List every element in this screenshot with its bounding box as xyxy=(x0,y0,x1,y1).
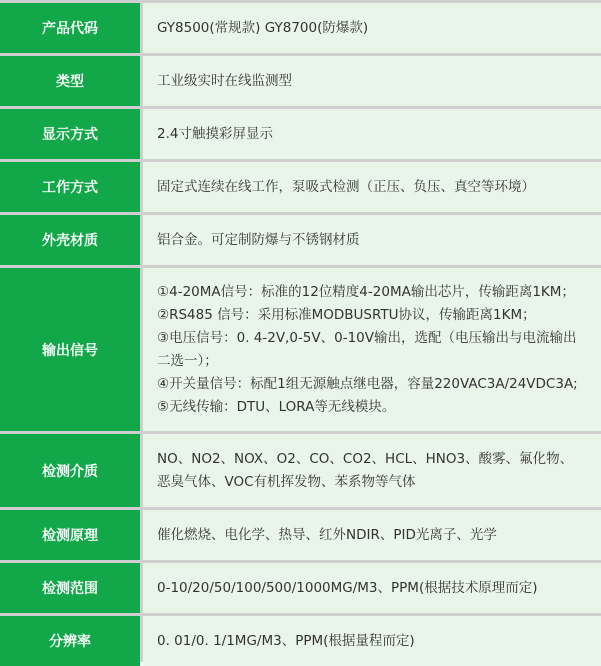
spec-row-type xyxy=(0,56,601,106)
spec-label: 显示方式 xyxy=(0,109,140,159)
spec-label: 产品代码 xyxy=(0,3,140,53)
spec-value xyxy=(143,268,601,431)
spec-label: 检测原理 xyxy=(0,510,140,560)
spec-row-display xyxy=(0,109,601,159)
spec-value-line: 恶臭气体、VOC有机挥发物、苯系物等气体 xyxy=(157,473,416,490)
spec-value-line: 固定式连续在线工作，泵吸式检测（正压、负压、真空等环境） xyxy=(157,178,535,195)
spec-label: 外壳材质 xyxy=(0,215,140,265)
spec-value xyxy=(143,510,601,560)
spec-row-detection-principle xyxy=(0,510,601,560)
spec-value-line: ①4-20MA信号：标准的12位精度4-20MA输出芯片，传输距离1KM； xyxy=(157,283,575,300)
spec-label: 工作方式 xyxy=(0,162,140,212)
spec-row-output-signal xyxy=(0,268,601,431)
spec-label: 输出信号 xyxy=(0,268,140,431)
spec-row-working-mode xyxy=(0,162,601,212)
spec-value-line: NO、NO2、NOX、O2、CO、CO2、HCL、HNO3、酸雾、氟化物、 xyxy=(157,450,574,467)
spec-value-line: 催化燃烧、电化学、热导、红外NDIR、PID光离子、光学 xyxy=(157,526,497,543)
spec-value xyxy=(143,109,601,159)
spec-value-line: 二选一）； xyxy=(157,352,218,369)
spec-value-line: ③电压信号：0. 4-2V,0-5V、0-10V输出，选配（电压输出与电流输出 xyxy=(157,329,577,346)
spec-value xyxy=(143,162,601,212)
spec-label: 分辨率 xyxy=(0,616,140,666)
spec-value xyxy=(143,56,601,106)
spec-row-detection-medium xyxy=(0,434,601,507)
spec-value xyxy=(143,616,601,666)
spec-row-product-code xyxy=(0,3,601,53)
spec-value-line: 铝合金。可定制防爆与不锈钢材质 xyxy=(157,231,360,248)
spec-value-line: 0-10/20/50/100/500/1000MG/M3、PPM(根据技术原理而定) xyxy=(157,579,538,596)
spec-value xyxy=(143,215,601,265)
spec-value xyxy=(143,434,601,507)
spec-value-line: 工业级实时在线监测型 xyxy=(157,72,292,89)
spec-value-line: ⑤无线传输：DTU、LORA等无线模块。 xyxy=(157,398,396,415)
spec-label: 检测介质 xyxy=(0,434,140,507)
spec-value xyxy=(143,563,601,613)
spec-value-line: ④开关量信号：标配1组无源触点继电器，容量220VAC3A/24VDC3A; xyxy=(157,375,578,392)
spec-value-line: 0. 01/0. 1/1MG/M3、PPM(根据量程而定) xyxy=(157,632,415,649)
spec-value-line: ②RS485 信号：采用标准MODBUSRTU协议，传输距离1KM； xyxy=(157,306,536,323)
spec-value xyxy=(143,3,601,53)
spec-label: 检测范围 xyxy=(0,563,140,613)
spec-value-line: GY8500(常规款) GY8700(防爆款) xyxy=(157,19,369,36)
spec-row-resolution xyxy=(0,616,601,666)
spec-label: 类型 xyxy=(0,56,140,106)
spec-row-detection-range xyxy=(0,563,601,613)
spec-value-line: 2.4寸触摸彩屏显示 xyxy=(157,125,273,142)
spec-row-housing xyxy=(0,215,601,265)
